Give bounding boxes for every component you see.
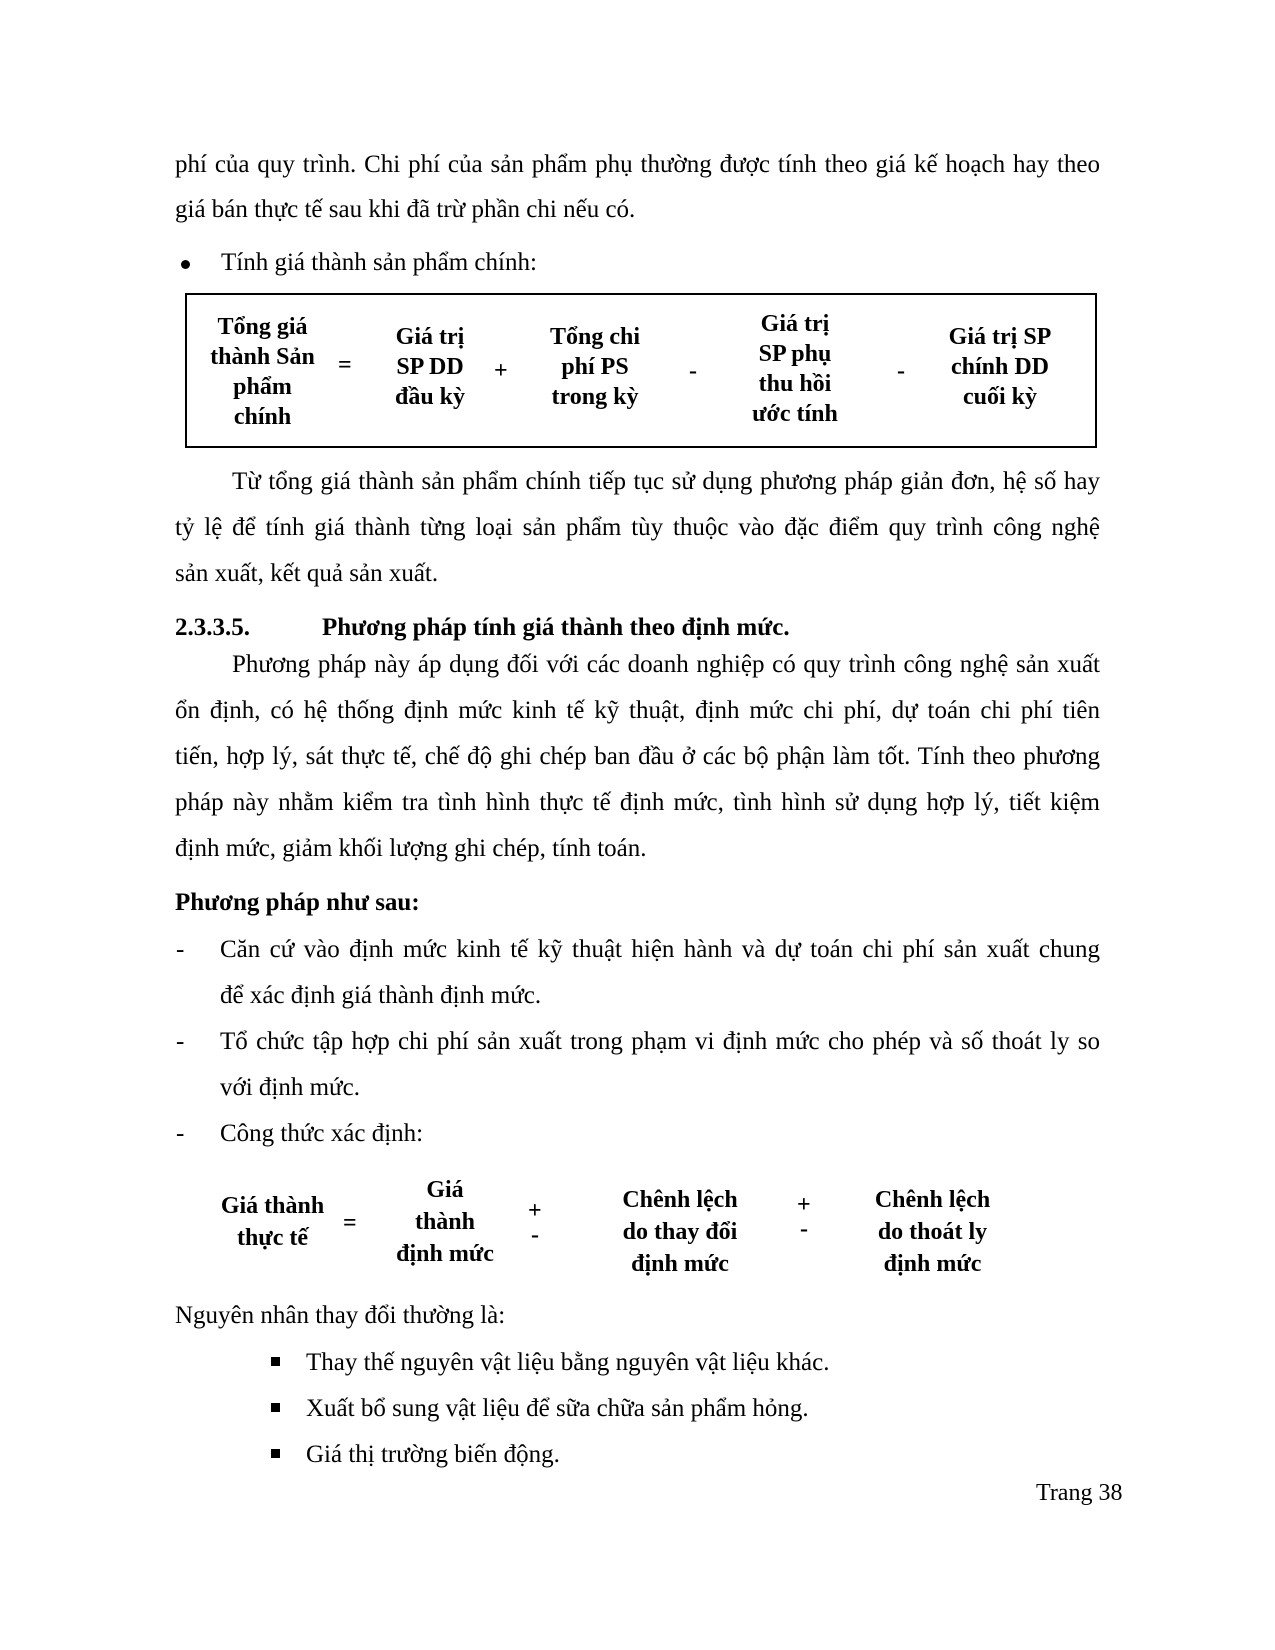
formula-term-closing-wip: Giá trị SP chính DD cuối kỳ	[948, 324, 1052, 410]
paragraph-line: ổn định, có hệ thống định mức kinh tế kỹ thuật, định mức chi phí, dự toán chi phí tiên	[175, 697, 1100, 724]
dash-marker: -	[176, 1028, 185, 1055]
cause-item: Xuất bổ sung vật liệu để sữa chữa sản phẩm hỏng.	[306, 1395, 809, 1422]
plus-sign: +	[494, 358, 508, 384]
formula2-term-actual-cost: Giá thành thực tế	[220, 1193, 325, 1251]
causes-heading: Nguyên nhân thay đổi thường là:	[175, 1302, 506, 1329]
minus-sign: -	[689, 358, 697, 384]
equals-sign: =	[343, 1210, 357, 1236]
section-number: 2.3.3.5.	[175, 614, 250, 641]
paragraph-line: Phương pháp này áp dụng đối với các doanh nghiệp có quy trình công nghệ sản xuất	[232, 651, 1100, 678]
square-bullet-icon	[271, 1357, 280, 1366]
cause-item: Giá thị trường biến động.	[306, 1441, 560, 1468]
paragraph-line: tiến, hợp lý, sát thực tế, chế độ ghi chép ban đầu ở các bộ phận làm tốt. Tính theo phương	[175, 743, 1100, 770]
cause-item: Thay thế nguyên vật liệu bằng nguyên vật liệu khác.	[306, 1349, 830, 1376]
list-item-line: Tổ chức tập hợp chi phí sản xuất trong phạm vi định mức cho phép và số thoát ly so	[220, 1028, 1100, 1055]
paragraph-line: sản xuất, kết quả sản xuất.	[175, 560, 439, 587]
dash-marker: -	[176, 936, 185, 963]
plus-sign: +	[797, 1192, 811, 1218]
section-title: Phương pháp tính giá thành theo định mức.	[322, 614, 790, 641]
paragraph-line: định mức, giảm khối lượng ghi chép, tính toán.	[175, 835, 647, 862]
list-item-line: Công thức xác định:	[220, 1120, 424, 1147]
formula2-term-standard-cost: Giá thành định mức	[396, 1177, 494, 1267]
bullet-text: Tính giá thành sản phẩm chính:	[221, 249, 537, 276]
formula-term-period-cost: Tổng chi phí PS trong kỳ	[549, 324, 641, 410]
list-item-line: để xác định giá thành định mức.	[220, 982, 542, 1009]
square-bullet-icon	[271, 1403, 280, 1412]
paragraph-line: tỷ lệ để tính giá thành từng loại sản phẩm tùy thuộc vào đặc điểm quy trình công nghệ	[175, 514, 1100, 541]
formula2-term-norm-change: Chênh lệch do thay đổi định mức	[622, 1187, 738, 1277]
formula-term-byproduct: Giá trị SP phụ thu hồi ước tính	[752, 311, 838, 427]
list-item-line: Căn cứ vào định mức kinh tế kỹ thuật hiện hành và dự toán chi phí sản xuất chung	[220, 936, 1100, 963]
bullet-icon	[181, 260, 190, 269]
plus-sign: +	[528, 1198, 542, 1224]
page-number: Trang 38	[1036, 1480, 1123, 1506]
list-item-line: với định mức.	[220, 1074, 360, 1101]
dash-marker: -	[176, 1120, 185, 1147]
paragraph-line: Từ tổng giá thành sản phẩm chính tiếp tục sử dụng phương pháp giản đơn, hệ số hay	[232, 468, 1100, 495]
formula2-term-deviation: Chênh lệch do thoát ly định mức	[874, 1187, 991, 1277]
paragraph-line: giá bán thực tế sau khi đã trừ phần chi nếu có.	[175, 196, 636, 223]
square-bullet-icon	[271, 1449, 280, 1458]
equals-sign: =	[338, 352, 352, 378]
paragraph-line: phí của quy trình. Chi phí của sản phẩm phụ thường được tính theo giá kế hoạch hay theo	[175, 151, 1100, 178]
formula-term-total-cost: Tổng giá thành Sản phẩm chính	[210, 314, 315, 430]
minus-sign: -	[800, 1216, 808, 1242]
paragraph-line: pháp này nhằm kiểm tra tình hình thực tế định mức, tình hình sử dụng hợp lý, tiết kiệm	[175, 789, 1100, 816]
minus-sign: -	[897, 358, 905, 384]
formula-term-opening-wip: Giá trị SP DD đầu kỳ	[394, 324, 466, 410]
minus-sign: -	[531, 1222, 539, 1248]
method-heading: Phương pháp như sau:	[175, 889, 420, 916]
